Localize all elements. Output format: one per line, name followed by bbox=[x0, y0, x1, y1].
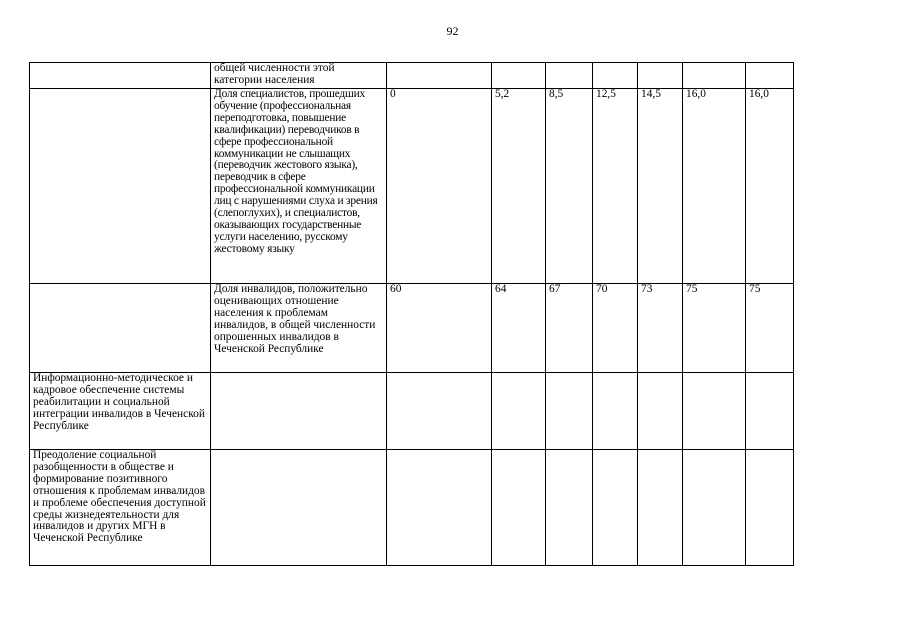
value-cell bbox=[492, 63, 546, 89]
value-cell: 0 bbox=[387, 89, 492, 284]
value-cell: 16,0 bbox=[746, 89, 794, 284]
value-cell: 60 bbox=[387, 284, 492, 373]
value-cell bbox=[638, 450, 683, 566]
indicator-cell: общей численности этой категории населения bbox=[211, 63, 387, 89]
value-cell bbox=[746, 63, 794, 89]
value-cell bbox=[546, 450, 593, 566]
table-row bbox=[30, 89, 794, 284]
value-cell bbox=[593, 63, 638, 89]
value-cell: 70 bbox=[593, 284, 638, 373]
section-cell: Информационно-методическое и кадровое обеспечение системы реабилитации и социальной интеграции инвалидов в Чеченской Республике bbox=[30, 373, 211, 450]
section-cell bbox=[30, 284, 211, 373]
value-cell: 8,5 bbox=[546, 89, 593, 284]
value-cell bbox=[387, 373, 492, 450]
value-cell bbox=[492, 450, 546, 566]
value-cell bbox=[593, 373, 638, 450]
section-cell bbox=[30, 63, 211, 89]
indicator-cell bbox=[211, 373, 387, 450]
value-cell bbox=[746, 373, 794, 450]
value-cell bbox=[546, 63, 593, 89]
value-cell: 64 bbox=[492, 284, 546, 373]
value-cell bbox=[638, 373, 683, 450]
value-cell bbox=[683, 373, 746, 450]
value-cell: 5,2 bbox=[492, 89, 546, 284]
value-cell bbox=[387, 450, 492, 566]
value-cell: 73 bbox=[638, 284, 683, 373]
value-cell: 16,0 bbox=[683, 89, 746, 284]
value-cell bbox=[387, 63, 492, 89]
value-cell: 14,5 bbox=[638, 89, 683, 284]
page-number: 92 bbox=[446, 24, 459, 38]
value-cell bbox=[492, 373, 546, 450]
section-cell: Преодоление социальной разобщенности в обществе и формирование позитивного отношения к проблемам инвалидов и проблеме обеспечения доступной среды жизнедеятельности для инвалидов и других МГН в Чеченской Республике bbox=[30, 450, 211, 566]
table-row bbox=[30, 284, 794, 373]
table-row bbox=[30, 373, 794, 450]
value-cell: 75 bbox=[746, 284, 794, 373]
value-cell bbox=[638, 63, 683, 89]
section-cell bbox=[30, 89, 211, 284]
value-cell: 12,5 bbox=[593, 89, 638, 284]
table-row bbox=[30, 63, 794, 89]
value-cell bbox=[683, 450, 746, 566]
indicator-cell: Доля инвалидов, положительно оценивающих отношение населения к проблемам инвалидов, в общей численности опрошенных инвалидов в Чеченской Республике bbox=[211, 284, 387, 373]
value-cell bbox=[593, 450, 638, 566]
table-row bbox=[30, 450, 794, 566]
value-cell bbox=[746, 450, 794, 566]
value-cell: 75 bbox=[683, 284, 746, 373]
value-cell: 67 bbox=[546, 284, 593, 373]
indicator-cell: Доля специалистов, прошедших обучение (профессиональная переподготовка, повышение квалификации) переводчиков в сфере профессиональной коммуникации не слышащих (переводчик жестового языка), переводчик в сфере профессиональной коммуникации лиц с нарушениями слуха и зрения (слепоглухих), и специалистов, оказывающих государственные услуги населению, русскому жестовому языку bbox=[211, 89, 387, 284]
indicators-table bbox=[29, 62, 794, 566]
value-cell bbox=[683, 63, 746, 89]
indicator-cell bbox=[211, 450, 387, 566]
value-cell bbox=[546, 373, 593, 450]
